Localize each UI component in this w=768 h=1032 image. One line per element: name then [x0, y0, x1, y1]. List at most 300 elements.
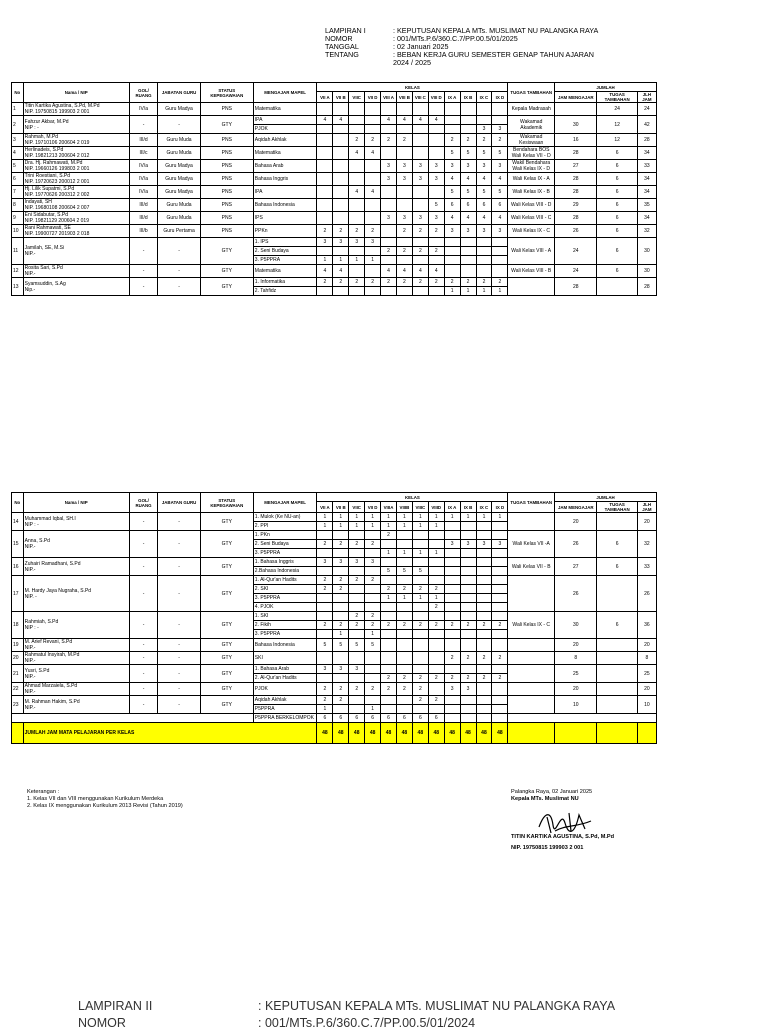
cell-jab: Guru Muda — [158, 147, 200, 160]
col-header: No — [12, 493, 24, 513]
kelas-hours: 1 — [492, 287, 508, 296]
total-hours: 48 — [333, 723, 349, 744]
kelas-hours — [412, 705, 428, 714]
kelas-hours: 5 — [381, 567, 397, 576]
kelas-hours — [444, 247, 460, 256]
total-jm: 27 — [555, 160, 597, 173]
total-jm: 8 — [555, 652, 597, 665]
cell-stat: GTY — [200, 683, 253, 696]
kelas-hours: 3 — [412, 212, 428, 225]
kelas-hours — [333, 212, 349, 225]
kelas-hours: 4 — [444, 173, 460, 186]
kelas-hours — [460, 549, 476, 558]
kelas-hours: 5 — [476, 147, 492, 160]
kelas-hours — [444, 103, 460, 116]
kelas-hours — [333, 705, 349, 714]
cell-stat: GTY — [200, 238, 253, 265]
total-jj: 28 — [637, 278, 656, 296]
kelas-hours — [333, 531, 349, 540]
kelas-hours: 1 — [428, 522, 444, 531]
kelas-hours — [396, 603, 412, 612]
cell-stat: GTY — [200, 612, 253, 639]
kelas-hours: 6 — [444, 199, 460, 212]
kelas-hours: 1 — [412, 549, 428, 558]
kelas-hours — [476, 705, 492, 714]
teacher-nip: Nip.- — [24, 286, 36, 293]
blank — [597, 723, 637, 744]
kelas-hours: 5 — [428, 199, 444, 212]
additional-duty: Wali Kelas VIII - A — [508, 238, 555, 265]
row-number: 13 — [12, 278, 24, 296]
kelas-header: IX A — [444, 92, 460, 103]
kelas-hours: 4 — [365, 147, 381, 160]
kelas-hours — [396, 652, 412, 665]
teacher-name — [23, 696, 129, 714]
kelas-hours: 2 — [412, 674, 428, 683]
col-header: KELAS — [317, 493, 508, 502]
kelas-hours: 2 — [428, 278, 444, 287]
cell-gol: IV/a — [129, 160, 158, 173]
kelas-hours: 3 — [381, 160, 397, 173]
row-number: 15 — [12, 531, 24, 558]
kelas-hours: 2 — [412, 225, 428, 238]
kelas-hours: 4 — [317, 116, 333, 125]
kelas-hours: 2 — [317, 225, 333, 238]
total-jj: 25 — [637, 665, 656, 683]
kelas-hours: 4 — [460, 173, 476, 186]
teacher-nip: NIP. 19720623 200012 2 001 — [24, 179, 90, 185]
kelas-hours — [476, 567, 492, 576]
teacher-name-text: Yusri, S.Pd — [24, 667, 50, 674]
kelas-hours: 2 — [381, 585, 397, 594]
kelas-hours: 1 — [396, 513, 412, 522]
col-header: TUGAS TAMBAHAN — [508, 493, 555, 513]
kelas-hours: 2 — [333, 585, 349, 594]
kelas-hours: 1 — [317, 256, 333, 265]
kelas-hours: 5 — [396, 567, 412, 576]
total-jm: 25 — [555, 665, 597, 683]
teacher-name-text: Dra. Hj. Rahmawati, M.Pd — [24, 160, 83, 166]
kelas-hours: 5 — [492, 147, 508, 160]
kelas-hours: 2 — [317, 683, 333, 696]
lampiran-header — [325, 27, 613, 67]
kelas-hours — [412, 665, 428, 674]
footer-header-key: LAMPIRAN II — [78, 999, 153, 1013]
footer-header-value: : KEPUTUSAN KEPALA MTs. MUSLIMAT NU PALANGKA RAYA — [258, 999, 616, 1013]
kelas-hours: 4 — [349, 186, 365, 199]
subject: Aqidah Akhlak — [253, 134, 317, 147]
teacher-name-text: Indayati, SH — [24, 199, 52, 205]
kelas-hours: 2 — [381, 683, 397, 696]
teacher-name-text: Jamilah, SE, M.Si — [24, 245, 65, 251]
blank — [637, 723, 656, 744]
col-header: GOL/ RUANG — [129, 493, 158, 513]
kelas-hours — [428, 558, 444, 567]
kelas-hours: 2 — [396, 683, 412, 696]
kelas-hours: 2 — [365, 225, 381, 238]
cell-jab: - — [158, 683, 200, 696]
teacher-workload-table-2 — [11, 492, 657, 744]
kelas-hours — [444, 576, 460, 585]
teacher-name-text: Rahmiah, S.Pd — [24, 619, 59, 625]
kelas-hours — [412, 238, 428, 247]
kelas-hours: 2 — [412, 683, 428, 696]
kelas-hours: 4 — [492, 173, 508, 186]
kelas-hours — [349, 567, 365, 576]
teacher-name-text: Rosita Sari, S.Pd — [24, 265, 63, 271]
kelas-hours — [333, 247, 349, 256]
kelas-hours: 5 — [365, 639, 381, 652]
kelas-hours: 2 — [317, 696, 333, 705]
teacher-name — [23, 212, 129, 225]
kelas-header: VIIIA — [381, 502, 397, 513]
kelas-hours: 1 — [381, 549, 397, 558]
blank — [12, 714, 254, 723]
kelas-hours: 2 — [492, 674, 508, 683]
subject: Matematika — [253, 103, 317, 116]
subject: 2. SKI — [253, 585, 317, 594]
kelas-hours: 5 — [444, 186, 460, 199]
kelas-hours — [492, 103, 508, 116]
kelas-hours — [476, 531, 492, 540]
teacher-nip: NIP. 19770626 200312 2 002 — [24, 192, 90, 198]
kelas-hours — [381, 256, 397, 265]
kelas-header: VIII B — [396, 92, 412, 103]
kelas-header: VII D — [365, 502, 381, 513]
row-number: 4 — [12, 147, 24, 160]
kelas-hours — [460, 247, 476, 256]
cell-gol: - — [129, 513, 158, 531]
additional-duty: Wali Kelas IX - C — [508, 225, 555, 238]
kelas-hours: 5 — [460, 147, 476, 160]
total-tt — [597, 576, 637, 612]
cell-jab: - — [158, 576, 200, 612]
kelas-hours: 2 — [428, 696, 444, 705]
kelas-hours — [317, 287, 333, 296]
kelas-hours — [412, 287, 428, 296]
kelas-hours: 1 — [396, 594, 412, 603]
subject: 1. Informatika — [253, 278, 317, 287]
kelas-hours — [460, 630, 476, 639]
teacher-nip: NIP. - — [24, 593, 37, 600]
kelas-hours — [412, 639, 428, 652]
kelas-hours: 3 — [412, 173, 428, 186]
cell-stat: GTY — [200, 576, 253, 612]
col-header: Nama / NIP — [23, 83, 129, 103]
kelas-hours — [412, 199, 428, 212]
teacher-nip: NIP.- — [24, 645, 36, 651]
kelas-hours — [349, 116, 365, 125]
kelas-hours: 3 — [381, 212, 397, 225]
subject: 1. Al-Qur'an Hadits — [253, 576, 317, 585]
teacher-name — [23, 147, 129, 160]
kelas-hours — [381, 287, 397, 296]
cell-gol: - — [129, 696, 158, 714]
kelas-header: IX D — [492, 502, 508, 513]
kelas-header: IX C — [476, 502, 492, 513]
teacher-nip: NIP. 19660126 199803 2 001 — [24, 166, 90, 172]
kelas-hours: 2 — [460, 278, 476, 287]
kelas-hours — [349, 630, 365, 639]
kelas-hours — [365, 696, 381, 705]
cell-stat: PNS — [200, 212, 253, 225]
kelas-hours: 5 — [492, 186, 508, 199]
kelas-hours: 1 — [365, 256, 381, 265]
kelas-hours — [412, 147, 428, 160]
kelas-hours — [444, 603, 460, 612]
additional-duty: Wali Kelas VIII - D — [508, 199, 555, 212]
kelas-hours — [349, 287, 365, 296]
total-tt: 6 — [597, 225, 637, 238]
subject: PJOK — [253, 125, 317, 134]
kelas-hours: 6 — [492, 199, 508, 212]
additional-duty: Wali Kelas VII -A — [508, 531, 555, 558]
kelas-hours — [476, 594, 492, 603]
kelas-hours: 3 — [333, 665, 349, 674]
kelas-hours — [428, 287, 444, 296]
kelas-hours — [476, 683, 492, 696]
kelas-hours: 3 — [396, 173, 412, 186]
kelas-hours — [381, 186, 397, 199]
teacher-name — [23, 134, 129, 147]
kelas-hours — [460, 558, 476, 567]
kelas-hours — [333, 549, 349, 558]
subject: 2. Tahfidz — [253, 287, 317, 296]
cell-gol: III/d — [129, 212, 158, 225]
kelas-hours — [460, 639, 476, 652]
total-hours: 48 — [476, 723, 492, 744]
row-number: 3 — [12, 134, 24, 147]
header-value: : 02 Januari 2025 — [393, 42, 449, 51]
total-tt: 6 — [597, 265, 637, 278]
kelas-hours: 2 — [396, 247, 412, 256]
kelas-hours: 2 — [333, 225, 349, 238]
cell-jab: Guru Pertama — [158, 225, 200, 238]
cell-stat: GTY — [200, 639, 253, 652]
subject: 1. PKn — [253, 531, 317, 540]
kelas-hours — [460, 585, 476, 594]
total-jm: 26 — [555, 225, 597, 238]
header-value: : KEPUTUSAN KEPALA MTs. MUSLIMAT NU PALANGKA RAYA — [393, 26, 599, 35]
kelas-hours: 2 — [381, 674, 397, 683]
kelas-hours — [396, 199, 412, 212]
additional-duty: Wakamad Akademik — [508, 116, 555, 134]
kelas-header: VII B — [333, 502, 349, 513]
kelas-hours — [396, 531, 412, 540]
subject: SKI — [253, 652, 317, 665]
header-row — [325, 59, 613, 67]
teacher-nip: NIP. 19821129 200604 2 019 — [24, 218, 89, 224]
kelas-hours — [333, 567, 349, 576]
kelas-hours — [476, 665, 492, 674]
cell-gol: - — [129, 116, 158, 134]
total-tt: 6 — [597, 212, 637, 225]
cell-jab: Guru Muda — [158, 134, 200, 147]
header-value: : BEBAN KERJA GURU SEMESTER GENAP TAHUN AJARAN — [393, 50, 594, 59]
kelas-hours — [492, 247, 508, 256]
kelas-hours: 2 — [381, 531, 397, 540]
teacher-nip: NIP.- — [24, 251, 36, 257]
cell-gol: IV/a — [129, 173, 158, 186]
cell-gol: IV/a — [129, 103, 158, 116]
col-header: Nama / NIP — [23, 493, 129, 513]
kelas-hours — [460, 612, 476, 621]
cell-stat: GTY — [200, 513, 253, 531]
col-header: JABATAN GURU — [158, 493, 200, 513]
kelas-hours — [349, 160, 365, 173]
kelas-hours — [349, 265, 365, 278]
kelas-hours — [317, 199, 333, 212]
kelas-hours — [365, 265, 381, 278]
cell-jab: Guru Madya — [158, 173, 200, 186]
kelas-hours — [460, 531, 476, 540]
kelas-header: IX A — [444, 502, 460, 513]
cell-gol: III/d — [129, 199, 158, 212]
kelas-hours: 1 — [317, 705, 333, 714]
col-header: MENGAJAR MAPEL — [253, 83, 317, 103]
kelas-hours: 2 — [460, 674, 476, 683]
kelas-hours — [460, 125, 476, 134]
kelas-hours — [381, 125, 397, 134]
additional-duty — [508, 639, 555, 652]
total-jm: 24 — [555, 265, 597, 278]
p5ppra-hours: 6 — [412, 714, 428, 723]
kelas-header: VIIC — [349, 92, 365, 103]
total-jm — [555, 103, 597, 116]
kelas-hours — [333, 186, 349, 199]
additional-duty — [508, 683, 555, 696]
kelas-hours: 1 — [317, 513, 333, 522]
kelas-hours: 2 — [428, 603, 444, 612]
cell-stat: PNS — [200, 134, 253, 147]
cell-gol: - — [129, 238, 158, 265]
kelas-hours: 2 — [460, 621, 476, 630]
kelas-hours: 1 — [476, 513, 492, 522]
kelas-hours — [317, 674, 333, 683]
kelas-hours: 2 — [333, 540, 349, 549]
cell-jab: Guru Muda — [158, 199, 200, 212]
kelas-hours — [396, 186, 412, 199]
subject: Bahasa Indonesia — [253, 199, 317, 212]
kelas-hours — [349, 705, 365, 714]
kelas-hours — [476, 639, 492, 652]
kelas-hours — [317, 531, 333, 540]
subject: Aqidah Akhlak — [253, 696, 317, 705]
total-jm: 27 — [555, 558, 597, 576]
cell-gol: - — [129, 558, 158, 576]
kelas-hours: 4 — [349, 147, 365, 160]
kelas-hours — [396, 256, 412, 265]
kelas-hours — [365, 199, 381, 212]
teacher-nip: NIP. 19680108 200604 2 007 — [24, 205, 90, 211]
total-jj: 34 — [637, 186, 656, 199]
kelas-hours — [365, 549, 381, 558]
kelas-hours — [412, 256, 428, 265]
kelas-hours: 1 — [492, 513, 508, 522]
kelas-hours: 3 — [460, 225, 476, 238]
total-jj: 10 — [637, 696, 656, 714]
kelas-hours: 3 — [460, 683, 476, 696]
kelas-hours — [492, 531, 508, 540]
additional-duty: Bendahara BOS Wali Kelas VII - D — [508, 147, 555, 160]
kelas-hours — [349, 674, 365, 683]
kelas-hours — [444, 256, 460, 265]
kelas-hours: 2 — [444, 674, 460, 683]
total-jm: 28 — [555, 212, 597, 225]
kelas-hours: 3 — [476, 540, 492, 549]
subject: Bahasa Indonesia — [253, 639, 317, 652]
kelas-hours: 3 — [381, 173, 397, 186]
kelas-hours — [492, 639, 508, 652]
row-number: 9 — [12, 212, 24, 225]
kelas-hours: 4 — [428, 116, 444, 125]
kelas-hours — [349, 247, 365, 256]
teacher-name — [23, 186, 129, 199]
teacher-nip: NIP.- — [24, 689, 36, 695]
kelas-hours: 1 — [365, 513, 381, 522]
kelas-hours: 2 — [492, 652, 508, 665]
kelas-hours: 2 — [349, 683, 365, 696]
total-jm: 10 — [555, 696, 597, 714]
teacher-name — [23, 612, 129, 639]
kelas-hours: 2 — [333, 576, 349, 585]
kelas-hours: 2 — [396, 621, 412, 630]
additional-duty — [508, 652, 555, 665]
teacher-name-text: Anna, S.Pd — [24, 538, 50, 544]
kelas-hours — [428, 705, 444, 714]
subject: 1. IPS — [253, 238, 317, 247]
subject: Bahasa Inggris — [253, 173, 317, 186]
col-header: JLH JAM — [637, 92, 656, 103]
total-jm: 28 — [555, 147, 597, 160]
kelas-hours — [349, 212, 365, 225]
additional-duty — [508, 278, 555, 296]
kelas-hours — [476, 576, 492, 585]
kelas-hours: 2 — [333, 683, 349, 696]
kelas-hours: 2 — [349, 134, 365, 147]
next-page-header — [78, 998, 615, 1032]
teacher-name — [23, 576, 129, 612]
subject: 1. Mulok (Ke NU-an) — [253, 513, 317, 522]
kelas-hours: 2 — [396, 278, 412, 287]
subject: 1. SKI — [253, 612, 317, 621]
teacher-nip: NIP : - — [24, 124, 39, 131]
kelas-hours — [365, 603, 381, 612]
p5ppra-hours — [460, 714, 476, 723]
cell-stat: PNS — [200, 199, 253, 212]
cell-stat: GTY — [200, 278, 253, 296]
kelas-hours: 1 — [428, 549, 444, 558]
additional-duty: Wali Kelas IX - A — [508, 173, 555, 186]
total-tt — [597, 683, 637, 696]
kelas-hours: 2 — [349, 612, 365, 621]
kelas-header: VIII A — [381, 92, 397, 103]
kelas-hours — [396, 576, 412, 585]
place-date: Palangka Raya, 02 Januari 2025 — [511, 789, 593, 795]
kelas-hours: 2 — [349, 576, 365, 585]
cell-stat: GTY — [200, 265, 253, 278]
kelas-hours — [444, 665, 460, 674]
kelas-hours — [333, 674, 349, 683]
total-label: JUMLAH JAM MATA PELAJARAN PER KELAS — [23, 723, 317, 744]
teacher-nip: NIP.- — [24, 673, 36, 680]
kelas-hours: 2 — [333, 696, 349, 705]
kelas-hours: 2 — [333, 278, 349, 287]
p5ppra-hours: 6 — [333, 714, 349, 723]
cell-gol: III/d — [129, 134, 158, 147]
row-number: 19 — [12, 639, 24, 652]
subject: IPA — [253, 186, 317, 199]
